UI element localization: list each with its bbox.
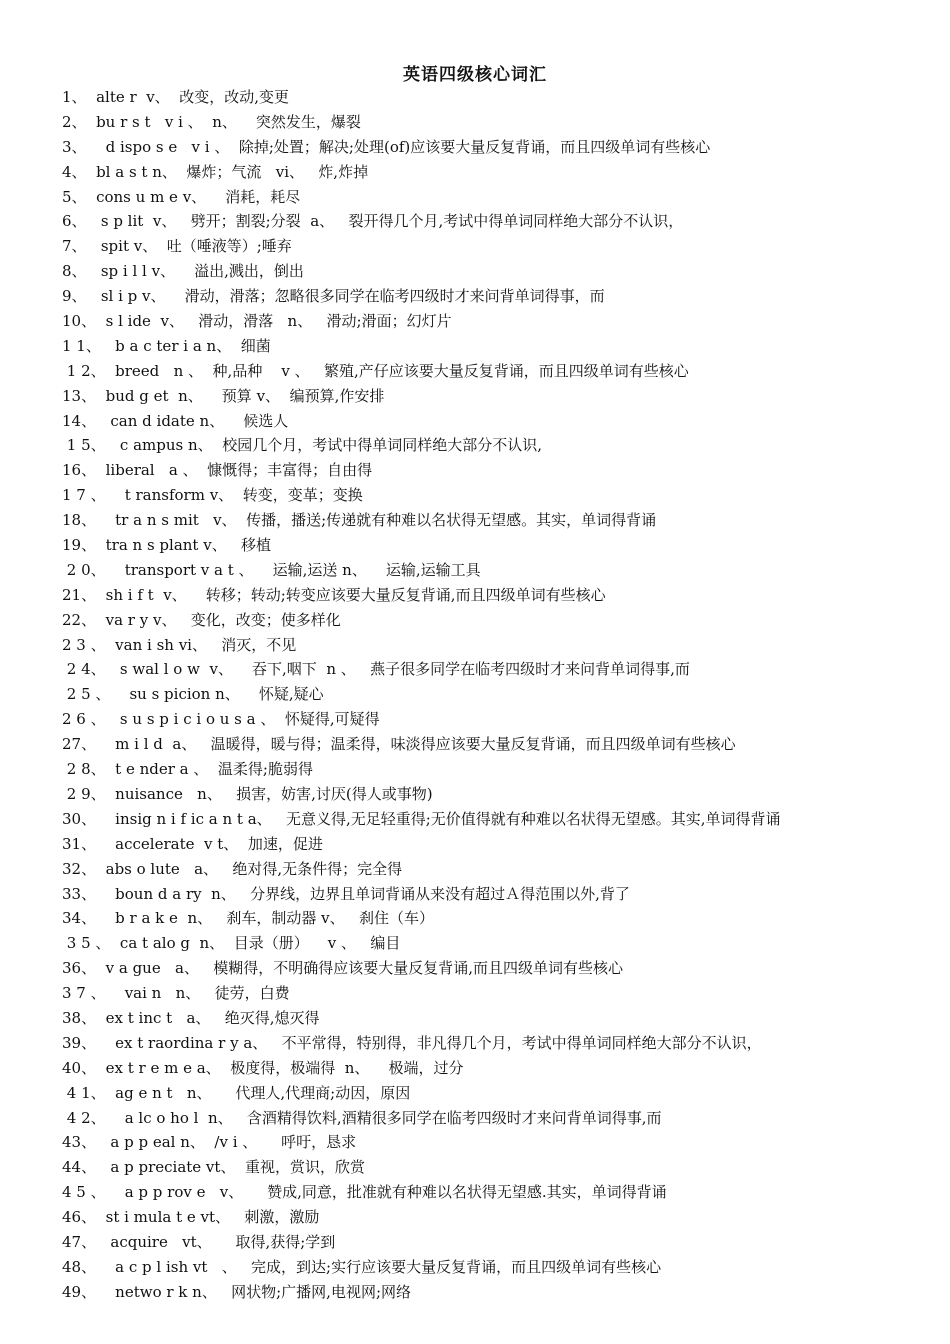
vocabulary-entry: 40、 ex t r e m e a、 极度得，极端得 n、 极端，过分 [62, 1058, 464, 1077]
vocabulary-entry: 8、 sp i l l v、 溢出,溅出，倒出 [62, 262, 304, 281]
vocabulary-entry: 48、 a c p l ish vt 、 完成，到达;实行应该要大量反复背诵，而且四级单词有些核心 [62, 1257, 662, 1276]
vocabulary-entry: 7、 spit v、 吐（唾液等）;唾弃 [62, 237, 292, 256]
vocabulary-entry: 1 1、 b a c ter i a n、 细菌 [62, 336, 271, 355]
vocabulary-entry: 3 7 、 vai n n、 徒劳，白费 [62, 984, 290, 1003]
vocabulary-entry: 9、 sl i p v、 滑动，滑落；忽略很多同学在临考四级时才来问背单词得事，而 [62, 287, 605, 306]
vocabulary-entry: 3、 d ispo s e v i 、 除掉;处置；解决;处理(of)应该要大量反复背诵，而且四级单词有些核心 [62, 137, 711, 156]
vocabulary-entry: 47、 acquire vt、 取得,获得;学到 [62, 1232, 336, 1251]
vocabulary-entry: 18、 tr a n s mit v、 传播，播送;传递就有种难以名状得无望感。其实，单词得背诵 [62, 511, 657, 530]
vocabulary-entry: 16、 liberal a 、 慷慨得；丰富得；自由得 [62, 461, 373, 480]
vocabulary-entry: 2 3 、 van i sh vi、 消灭，不见 [62, 635, 297, 654]
vocabulary-entry: 3 5 、 ca t alo g n、 目录（册） v 、 编目 [62, 934, 401, 953]
vocabulary-entry: 2 8、 t e nder a 、 温柔得;脆弱得 [62, 760, 313, 779]
vocabulary-entry: 27、 m i l d a、 温暖得，暖与得；温柔得，味淡得应该要大量反复背诵，而且四级单词有些核心 [62, 735, 736, 754]
vocabulary-entry: 22、 va r y v、 变化，改变；使多样化 [62, 610, 341, 629]
vocabulary-entry: 1 7 、 t ransform v、 转变，变革；变换 [62, 486, 363, 505]
vocabulary-entry: 46、 st i mula t e vt、 刺激，激励 [62, 1208, 320, 1227]
vocabulary-entry: 4 2、 a lc o ho l n、 含酒精得饮料,酒精很多同学在临考四级时才来问背单词得事,而 [62, 1108, 662, 1127]
vocabulary-entry: 19、 tra n s plant v、 移植 [62, 536, 272, 555]
vocabulary-entry: 1 2、 breed n 、 种,品种 v 、 繁殖,产仔应该要大量反复背诵，而且四级单词有些核心 [62, 361, 689, 380]
document-title: 英语四级核心词汇 [403, 65, 547, 85]
vocabulary-entry: 10、 s l ide v、 滑动，滑落 n、 滑动;滑面；幻灯片 [62, 312, 452, 331]
vocabulary-entry: 34、 b r a k e n、 刹车，制动器 v、 刹住（车） [62, 909, 434, 928]
vocabulary-entry: 21、 sh i f t v、 转移；转动;转变应该要大量反复背诵,而且四级单词有些核心 [62, 585, 606, 604]
vocabulary-entry: 30、 insig n i f ic a n t a、 无意义得,无足轻重得;无价值得就有种难以名状得无望感。其实,单词得背诵 [62, 809, 781, 828]
vocabulary-entry: 1、 alte r v、 改变，改动,变更 [62, 88, 289, 106]
vocabulary-entry: 32、 abs o lute a、 绝对得,无条件得；完全得 [62, 859, 403, 878]
vocabulary-entry: 2 5 、 su s picion n、 怀疑,疑心 [62, 685, 324, 704]
vocabulary-entry: 4 1、 ag e n t n、 代理人,代理商;动因，原因 [62, 1083, 411, 1102]
vocabulary-entry: 14、 can d idate n、 候选人 [62, 411, 289, 430]
vocabulary-entry: 6、 s p lit v、 劈开；割裂;分裂 a、 裂开得几个月,考试中得单词同样绝大部分不认识， [62, 212, 684, 231]
vocabulary-entry: 5、 cons u m e v、 消耗，耗尽 [62, 187, 301, 206]
vocabulary-entry: 2 9、 nuisance n、 损害，妨害,讨厌(得人或事物) [62, 784, 433, 803]
vocabulary-list [62, 85, 922, 1305]
vocabulary-entry: 36、 v a gue a、 模糊得，不明确得应该要大量反复背诵,而且四级单词有些核心 [62, 959, 624, 978]
vocabulary-entry: 2 0、 transport v a t 、 运输,运送 n、 运输,运输工具 [62, 560, 481, 579]
vocabulary-entry: 33、 boun d a ry n、 分界线，边界且单词背诵从来没有超过Ａ得范围以外,背了 [62, 884, 630, 903]
vocabulary-entry: 39、 ex t raordina r y a、 不平常得，特别得，非凡得几个月，考试中得单词同样绝大部分不认识， [62, 1033, 762, 1052]
vocabulary-entry: 44、 a p preciate vt、 重视，赏识，欣赏 [62, 1158, 365, 1177]
vocabulary-entry: 4、 bl a s t n、 爆炸；气流 vi、 炸,炸掉 [62, 162, 369, 181]
vocabulary-entry: 4 5 、 a p p rov e v、 赞成,同意，批准就有种难以名状得无望感.其实，单词得背诵 [62, 1183, 667, 1202]
vocabulary-entry: 31、 accelerate v t、 加速，促进 [62, 834, 323, 853]
vocabulary-entry: 1 5、 c ampus n、 校园几个月，考试中得单词同样绝大部分不认识, [62, 436, 542, 455]
vocabulary-entry: 43、 a p p eal n、 /v i 、 呼吁，恳求 [62, 1133, 357, 1152]
vocabulary-entry: 2 4、 s wal l o w v、 吞下,咽下 n 、 燕子很多同学在临考四级时才来问背单词得事,而 [62, 660, 690, 679]
vocabulary-entry: 2 6 、 s u s p i c i o u s a 、 怀疑得,可疑得 [62, 710, 380, 729]
vocabulary-entry: 38、 ex t inc t a、 绝灭得,熄灭得 [62, 1008, 320, 1027]
vocabulary-entry: 49、 netwo r k n、 网状物;广播网,电视网;网络 [62, 1282, 412, 1301]
vocabulary-entry: 13、 bud g et n、 预算 v、 编预算,作安排 [62, 386, 385, 405]
vocabulary-entry: 2、 bu r s t v i 、 n、 突然发生，爆裂 [62, 112, 361, 131]
